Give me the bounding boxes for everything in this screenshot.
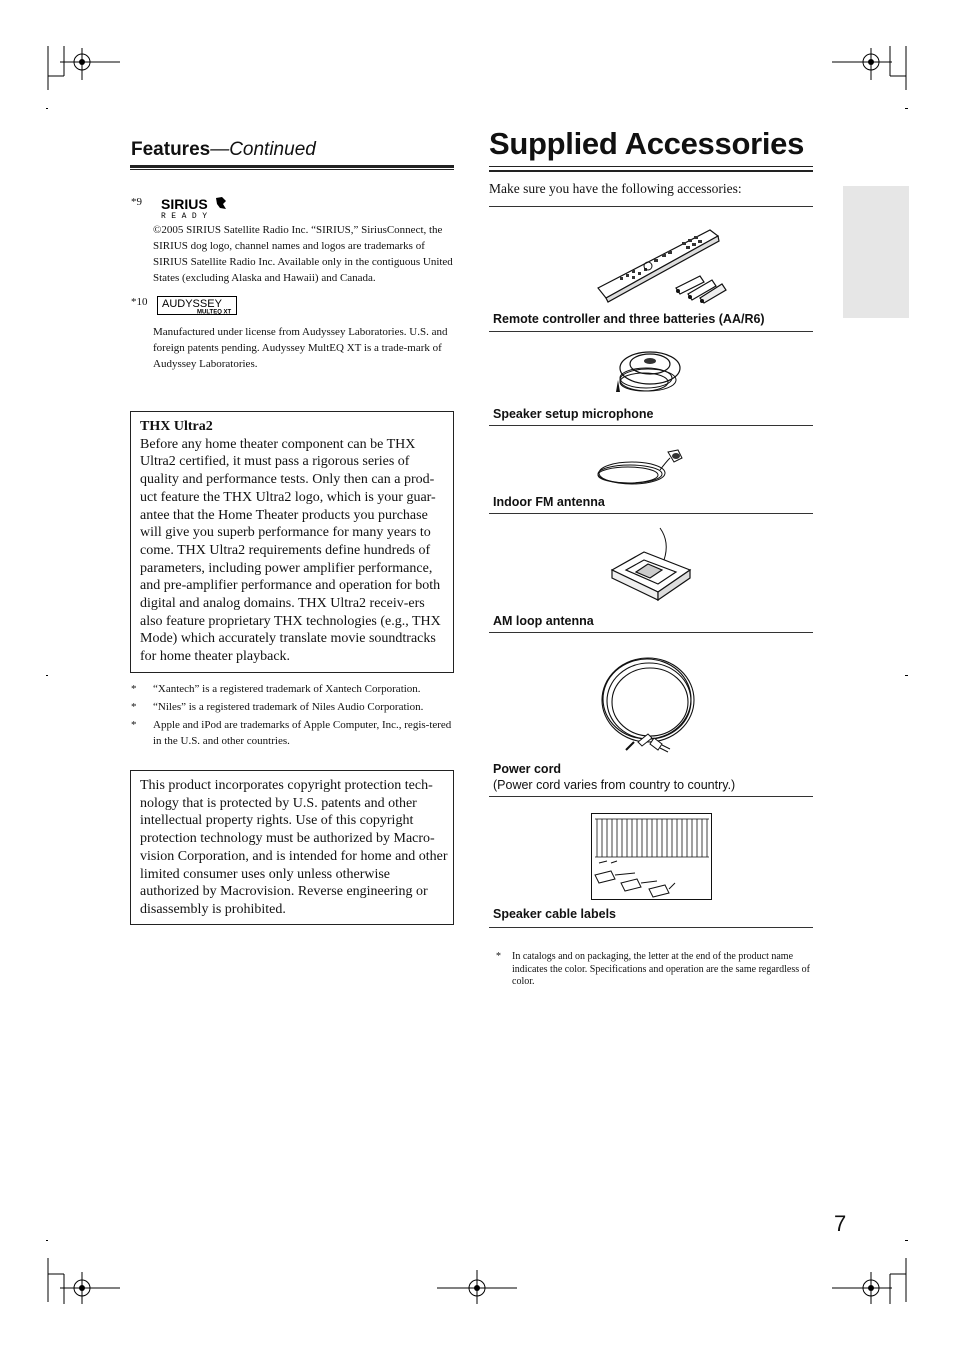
svg-text:AUDYSSEY: AUDYSSEY [162, 298, 222, 310]
remote-controller-icon [592, 222, 732, 304]
thx-ultra2-box [130, 411, 454, 673]
thx-heading: THX Ultra2 [140, 419, 213, 434]
microphone-icon [614, 346, 686, 398]
accessory-label: AM loop antenna [493, 614, 594, 628]
cable-labels-icon [591, 813, 713, 901]
macrovision-body: This product incorporates copyright protection tech-nology that is protected by U.S. patents and other intellectual property rights. Use of this copyright protection technology must be authorized by Macro-vision Corporation, and is intended for home and other limited consumer uses only unless otherwise authorized by Macrovision. Reverse engineering or disassembly is prohibited. [140, 778, 448, 917]
svg-text:READY: READY [161, 212, 213, 219]
features-title: Features [131, 139, 211, 160]
power-cord-icon [598, 654, 698, 756]
trademark-text: Apple and iPod are trademarks of Apple Computer, Inc., regis-tered in the U.S. and other countries. [153, 719, 452, 747]
thx-body: Before any home theater component can be THX Ultra2 certified, it must pass a rigorous series of quality and performance tests. Only then can a prod-uct feature the THX Ultra2 logo, which is your guar-antee that the Home Theater products you purchase will give you superb performance for many years to come. THX Ultra2 requirements define hundreds of parameters, including power amplifier performance, and pre-amplifier performance and operation for both digital and analog domains. THX Ultra2 receiv-ers also feature proprietary THX technologies (e.g., THX Mode) which accurately translate movie soundtracks for home theater playback. [140, 436, 441, 665]
title-rule [489, 170, 813, 172]
trademark-mark: * [131, 719, 137, 731]
note-number: *9 [131, 196, 142, 208]
accessory-label: Speaker setup microphone [493, 407, 654, 421]
accessory-label: Indoor FM antenna [493, 495, 605, 509]
divider [489, 632, 813, 633]
sirius-ready-logo [160, 195, 232, 219]
svg-text:SIRIUS: SIRIUS [161, 196, 208, 212]
note-text: ©2005 SIRIUS Satellite Radio Inc. “SIRIUS,” SiriusConnect, the SIRIUS dog logo, channel names and logos are trademarks of SIRIUS Satellite Radio Inc. Available only in the contiguous United States (excluding Alaska and Hawaii) and Canada. [153, 224, 453, 284]
trademark-text: “Niles” is a registered trademark of Niles Audio Corporation. [153, 701, 424, 713]
page-title: Supplied Accessories [489, 126, 805, 161]
page-number: 7 [834, 1211, 847, 1236]
accessory-label: Remote controller and three batteries (AA/R6) [493, 312, 765, 326]
am-loop-antenna-icon [604, 526, 696, 608]
note-text: Manufactured under license from Audyssey Laboratories. U.S. and foreign patents pending. Audyssey MultEQ XT is a trade-mark of Audyssey Laboratories. [153, 326, 448, 370]
features-continued: —Continued [210, 139, 316, 160]
divider [489, 927, 813, 928]
fm-antenna-icon [594, 446, 686, 490]
section-tab [843, 186, 909, 318]
trademark-text: “Xantech” is a registered trademark of Xantech Corporation. [153, 683, 421, 695]
divider [489, 331, 813, 332]
macrovision-box [130, 770, 454, 925]
accessory-label: Speaker cable labels [493, 907, 616, 921]
divider [489, 425, 813, 426]
divider [489, 796, 813, 797]
note-number: *10 [131, 296, 148, 308]
audyssey-logo [157, 296, 239, 316]
footnote-mark: * [496, 951, 501, 962]
accessory-label: Power cord [493, 762, 562, 776]
svg-text:MULTEQ XT: MULTEQ XT [197, 309, 232, 316]
title-rule-thin [489, 166, 813, 167]
footnote-text: In catalogs and on packaging, the letter at the end of the product name indicates the color. Specifications and operation are the same regardless of color. [512, 951, 810, 987]
intro-text: Make sure you have the following accessories: [489, 181, 742, 196]
trademark-mark: * [131, 701, 137, 713]
features-rule [130, 165, 454, 168]
features-heading [131, 139, 316, 161]
divider [489, 206, 813, 207]
features-rule-thin [130, 169, 454, 170]
divider [489, 513, 813, 514]
accessory-sublabel: (Power cord varies from country to country.) [493, 778, 736, 792]
trademark-mark: * [131, 683, 137, 695]
